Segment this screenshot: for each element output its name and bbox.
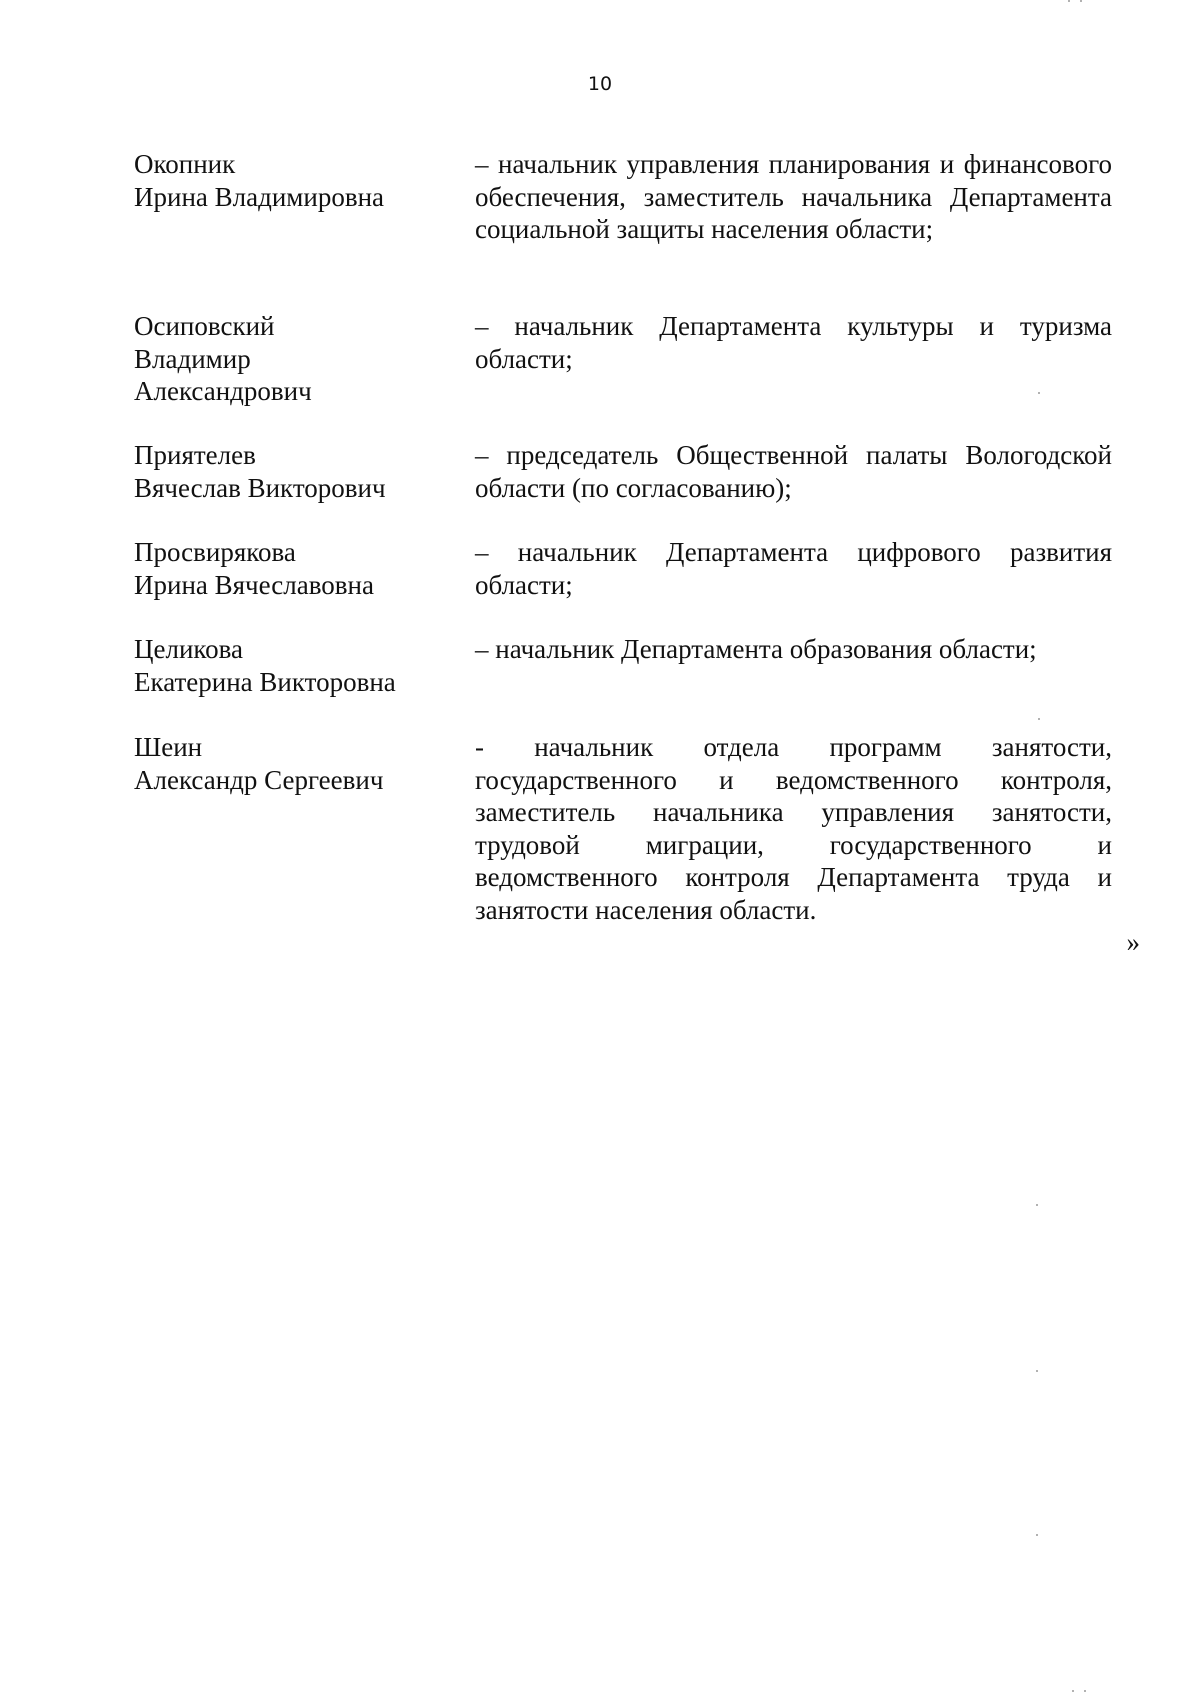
member-name — [134, 536, 454, 601]
scan-speck — [1036, 1204, 1038, 1206]
scan-speck — [1036, 1534, 1038, 1536]
member-surname: Просвирякова — [134, 537, 296, 567]
closing-quote-mark: » — [1126, 927, 1140, 957]
member-given-name: Владимир — [134, 343, 251, 374]
member-surname: Целикова — [134, 634, 244, 664]
scan-speck — [1084, 1690, 1086, 1692]
member-given-names: Ирина Вячеславовна — [134, 569, 374, 600]
scan-speck — [1038, 718, 1040, 720]
member-name — [134, 439, 454, 504]
member-patronymic: Александрович — [134, 376, 312, 406]
page-number: 10 — [587, 73, 613, 95]
member-position: – начальник Департамента цифрового развития области; — [475, 537, 1112, 600]
member-position: – председатель Общественной палаты Вологодской области (по согласованию); — [475, 440, 1112, 503]
member-surname: Шеин — [134, 732, 203, 762]
scan-speck — [1038, 392, 1040, 394]
member-given-names: Вячеслав Викторович — [134, 472, 386, 503]
member-name — [134, 148, 454, 213]
member-surname: Окопник — [134, 149, 236, 179]
member-position: – начальник Департамента культуры и туризма области; — [475, 311, 1112, 374]
member-position: – начальник управления планирования и финансового обеспечения, заместитель начальника Департамента социальной защиты населения области; — [475, 149, 1112, 244]
member-position: - начальник отдела программ занятости, государственного и ведомственного контроля, заместитель начальника управления занятости, трудовой миграции, государственного и ведомственного контроля Департамента труда и занятости населения области. — [475, 732, 1112, 925]
member-given-names: Ирина Владимировна — [134, 181, 385, 212]
scan-speck — [1036, 1370, 1038, 1372]
member-given-names: Александр Сергеевич — [134, 764, 384, 795]
member-position: – начальник Департамента образования области; — [475, 634, 1037, 664]
scan-speck — [1068, 0, 1070, 2]
member-given-names: Екатерина Викторовна — [134, 666, 396, 697]
member-name — [134, 310, 454, 408]
member-surname: Осиповский — [134, 311, 275, 341]
scan-speck — [1080, 0, 1082, 2]
member-name — [134, 731, 454, 796]
member-surname: Приятелев — [134, 440, 256, 470]
scan-speck — [1072, 1690, 1074, 1692]
member-name — [134, 633, 454, 698]
